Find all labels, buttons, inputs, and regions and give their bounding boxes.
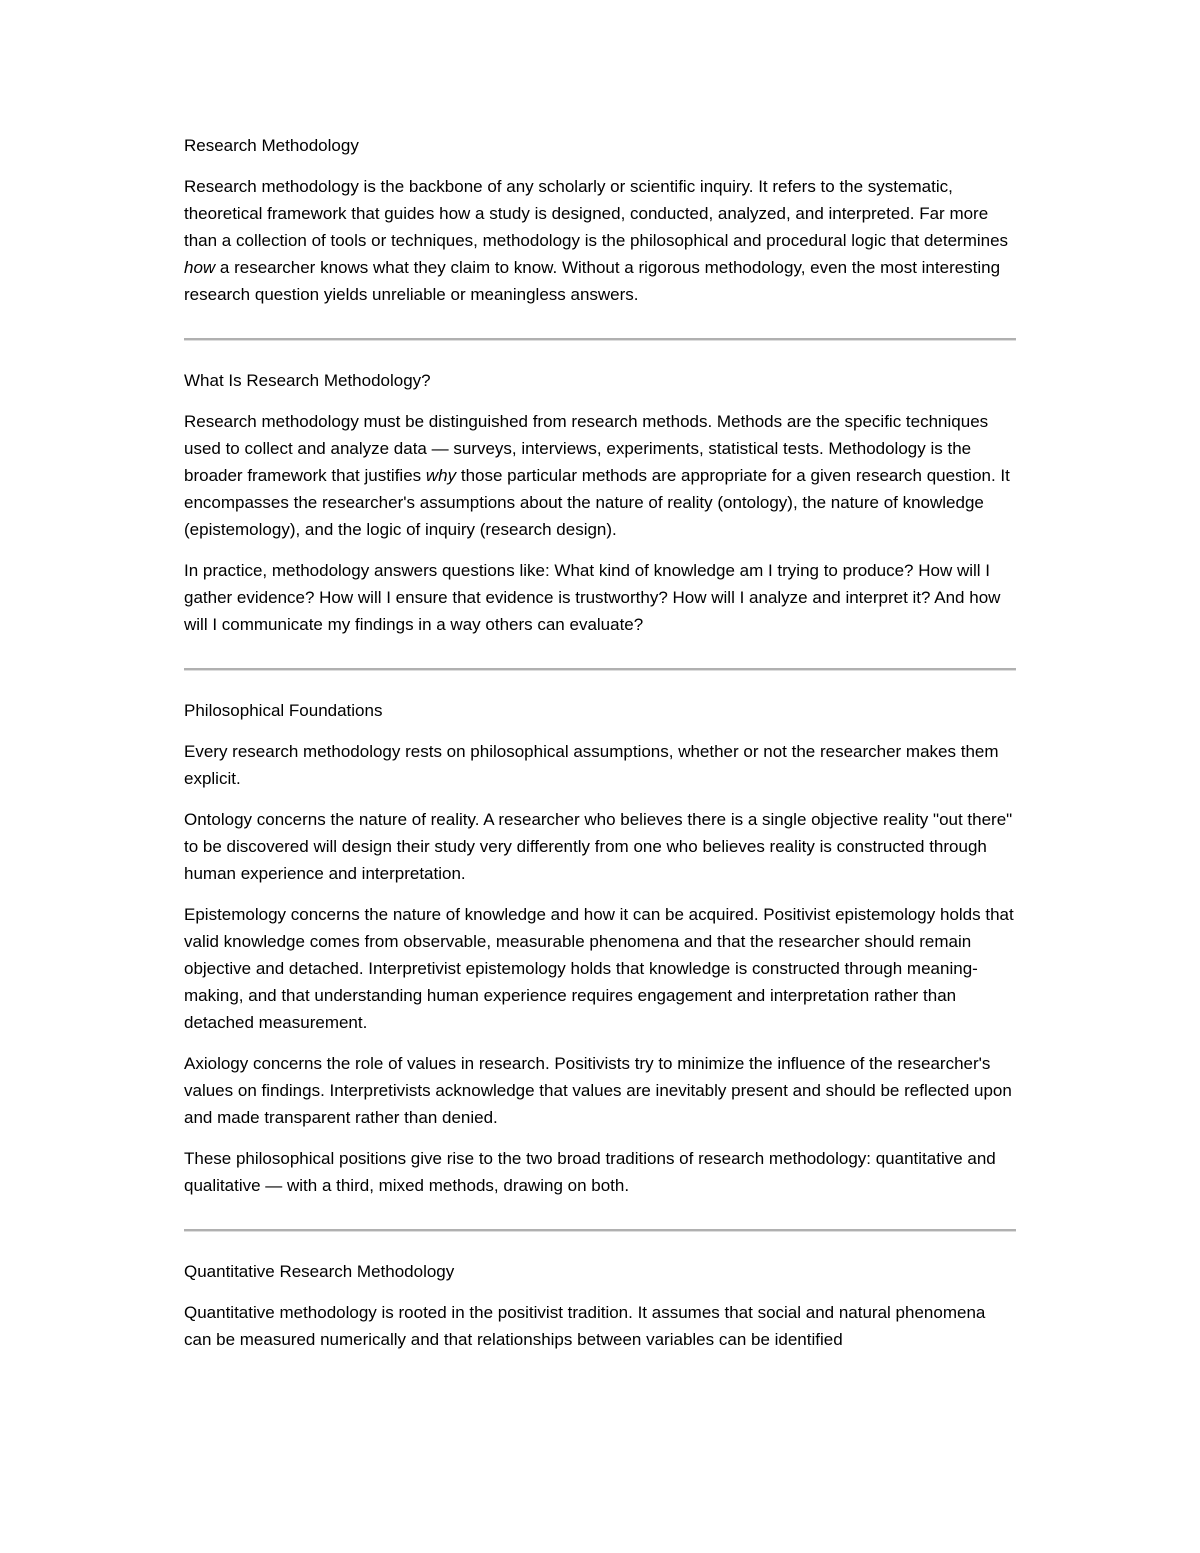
epistemology-paragraph: Epistemology concerns the nature of knowledge and how it can be acquired. Positivist epistemology holds that valid knowledge comes from observable, measurable phenomena and that the researcher should remain objective and detached. Interpretivist epistemology holds that knowledge is constructed through meaning-making, and that understanding human experience requires engagement and interpretation rather than detached measurement. [184, 905, 1014, 1032]
intro-text-start: Research methodology is the backbone of any scholarly or scientific inquiry. It refers to the systematic, theoretical framework that guides how a study is designed, conducted, analyzed, and interpreted. Far more than a collection of tools or techniques, methodology is the philosophical and procedural logic that determines [184, 177, 1009, 250]
section-divider [184, 668, 1016, 671]
what-is-paragraph-2: In practice, methodology answers questions like: What kind of knowledge am I trying to produce? How will I gather evidence? How will I ensure that evidence is trustworthy? How will I analyze and interpret it? And how will I communicate my findings in a way others can evaluate? [184, 561, 1001, 634]
philosophical-section [184, 697, 1016, 1199]
section-heading-what-is: What Is Research Methodology? [184, 371, 431, 390]
document-page [184, 132, 1016, 1367]
what-is-text-start: Research methodology must be distinguished from research methods. Methods are the specific techniques used to collect and analyze data — surveys, interviews, experiments, statistical tests. Methodology is the broader framework that justifies [184, 412, 989, 485]
what-is-text-end: those particular methods are appropriate for a given research question. It encompasses the researcher's assumptions about the nature of reality (ontology), the nature of knowledge (epistemology), and the logic of inquiry (research design). [184, 466, 1010, 539]
what-is-emphasis: why [425, 466, 457, 485]
section-heading-quantitative: Quantitative Research Methodology [184, 1262, 455, 1281]
ontology-paragraph: Ontology concerns the nature of reality. A researcher who believes there is a single objective reality "out there" to be discovered will design their study very differently from one who believes reality is constructed through human experience and interpretation. [184, 810, 1013, 883]
section-divider [184, 338, 1016, 341]
quantitative-section [184, 1258, 1016, 1353]
section-divider [184, 1229, 1016, 1232]
axiology-paragraph: Axiology concerns the role of values in research. Positivists try to minimize the influence of the researcher's values on findings. Interpretivists acknowledge that values are inevitably present and should be reflected upon and made transparent rather than denied. [184, 1054, 1012, 1127]
document-title: Research Methodology [184, 136, 359, 155]
what-is-paragraph-1 [184, 408, 1016, 543]
traditions-paragraph: These philosophical positions give rise to the two broad traditions of research methodology: quantitative and qualitative — with a third, mixed methods, drawing on both. [184, 1149, 996, 1195]
intro-section [184, 132, 1016, 308]
quantitative-paragraph-1: Quantitative methodology is rooted in the positivist tradition. It assumes that social and natural phenomena can be measured numerically and that relationships between variables can be identified [184, 1303, 986, 1349]
philosophical-paragraph-1: Every research methodology rests on philosophical assumptions, whether or not the researcher makes them explicit. [184, 742, 999, 788]
intro-emphasis: how [184, 258, 216, 277]
section-heading-philosophical: Philosophical Foundations [184, 701, 383, 720]
intro-text-end: a researcher knows what they claim to know. Without a rigorous methodology, even the most interesting research question yields unreliable or meaningless answers. [184, 258, 1001, 304]
intro-paragraph [184, 173, 1016, 308]
what-is-section [184, 367, 1016, 638]
